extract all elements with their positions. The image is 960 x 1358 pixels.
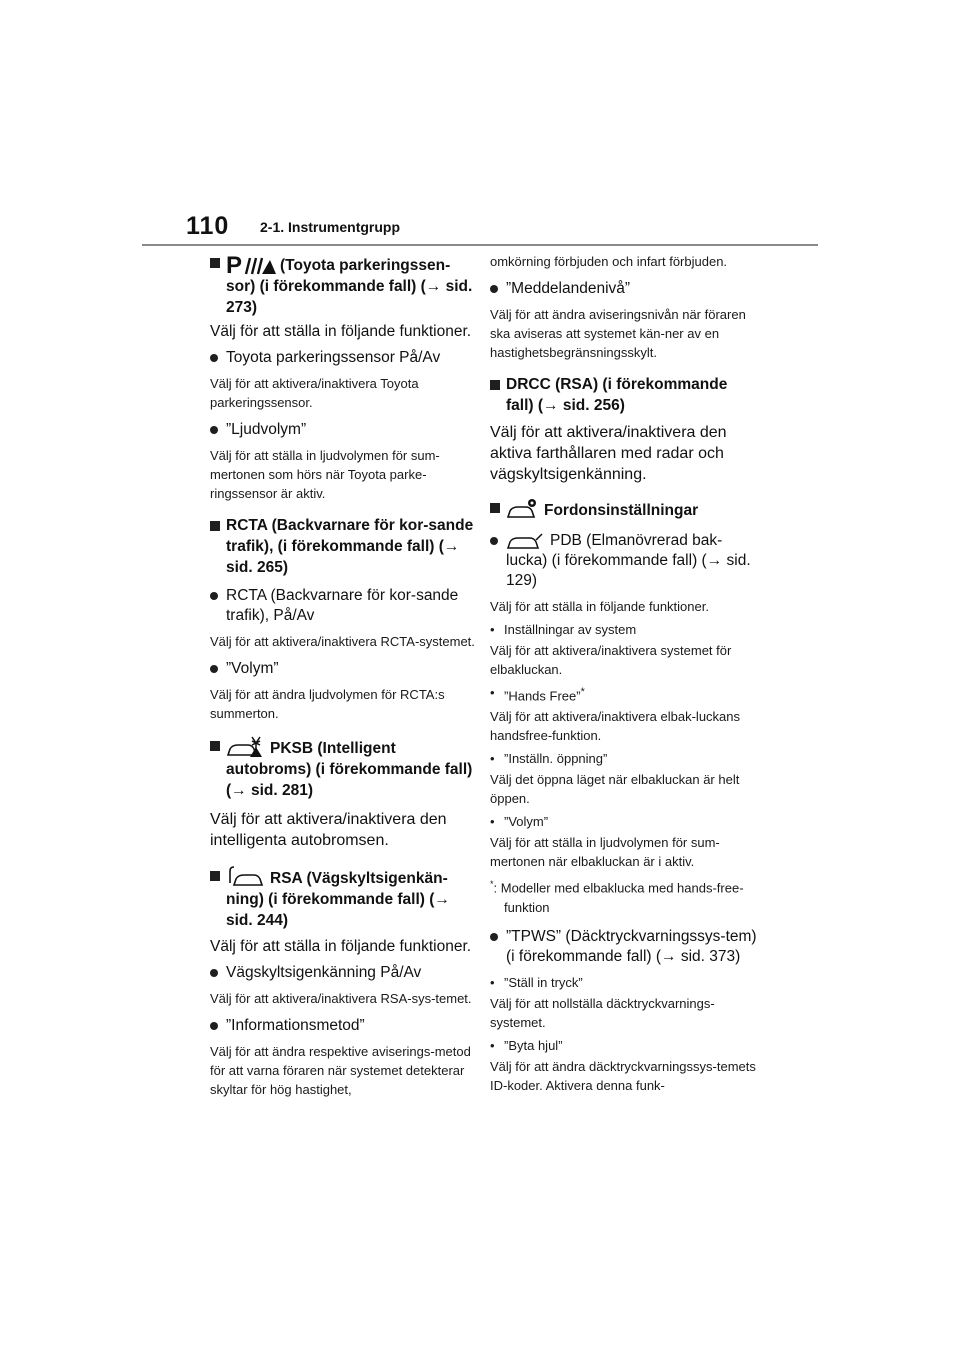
- bullet-rcta-volume: ”Volym”: [210, 659, 478, 679]
- bullet-icon: [210, 592, 218, 600]
- page-header: [0, 0, 960, 260]
- road-sign-assist-icon: [226, 865, 266, 889]
- bullet-icon: [210, 969, 218, 977]
- bullet-icon: [210, 354, 218, 362]
- section-heading-drcc: DRCC (RSA) (i förekommande fall) (→ sid. 256): [490, 374, 758, 416]
- rsa-onoff-desc: Välj för att aktivera/inaktivera RSA-sys-temet.: [210, 991, 472, 1006]
- square-bullet-icon: [210, 741, 220, 751]
- pdb-opening-setting: • ”Inställn. öppning”: [490, 751, 608, 767]
- bullet-message-level: ”Meddelandenivå”: [490, 279, 758, 299]
- bullet-parking-volume: ”Ljudvolym”: [210, 420, 478, 440]
- rsa-info-method-desc: Välj för att ändra respektive aviserings-metod för att varna föraren när systemet detekterar skyltar för hög hastighet,: [210, 1044, 471, 1097]
- tpws-change-wheel-desc: Välj för att ändra däcktryckvarningssys-temets ID-koder. Aktivera denna funk-: [490, 1058, 756, 1093]
- pksb-intro: Välj för att aktivera/inaktivera den intelligenta autobromsen.: [210, 811, 447, 849]
- section-heading-rcta: RCTA (Backvarnare för kor-sande trafik), (i förekommande fall) (→ sid. 265): [210, 515, 478, 578]
- rsa-intro: Välj för att ställa in följande funktioner.: [210, 938, 472, 955]
- pdb-opening-setting-desc: Välj det öppna läget när elbakluckan är helt öppen.: [490, 772, 740, 807]
- drcc-intro: Välj för att aktivera/inaktivera den aktiva farthållaren med radar och vägskyltsigenkänning.: [490, 424, 727, 483]
- bullet-parking-onoff: Toyota parkeringssensor På/Av: [210, 348, 478, 368]
- rcta-volume-desc: Välj för att ändra ljudvolymen för RCTA:s summerton.: [210, 687, 445, 721]
- parking-sensor-icon: [226, 252, 276, 276]
- section-heading-pksb: PKSB (Intelligent autobroms) (i förekommande fall) (→ sid. 281): [210, 735, 478, 801]
- bullet-rsa-info-method: ”Informationsmetod”: [210, 1016, 478, 1036]
- header-rule: [142, 244, 818, 246]
- pksb-brake-icon: [226, 735, 266, 759]
- bullet-pdb: PDB (Elmanövrerad bak-lucka) (i förekommande fall) (→ sid. 129): [490, 531, 758, 591]
- pdb-hands-free: • ”Hands Free”*: [490, 685, 585, 704]
- bullet-rsa-onoff: Vägskyltsigenkänning På/Av: [210, 963, 478, 983]
- bullet-icon: [210, 1022, 218, 1030]
- square-bullet-icon: [210, 871, 220, 881]
- square-bullet-icon: [490, 503, 500, 513]
- svg-text:P: P: [226, 252, 243, 276]
- section-heading-rsa: RSA (Vägskyltsigenkän-ning) (i förekommande fall) (→ sid. 244): [210, 865, 478, 931]
- pdb-volume: • ”Volym”: [490, 814, 549, 830]
- pdb-system-settings: • Inställningar av system: [490, 622, 637, 637]
- bullet-icon: [210, 426, 218, 434]
- right-column: [490, 252, 758, 1095]
- bullet-rcta-onoff: RCTA (Backvarnare för kor-sande trafik), På/Av: [210, 586, 478, 626]
- pdb-volume-desc: Välj för att ställa in ljudvolymen för sum-mertonen när elbakluckan är i aktiv.: [490, 835, 720, 870]
- bullet-icon: [490, 933, 498, 941]
- square-bullet-icon: [490, 380, 500, 390]
- footnote: *: Modeller med elbaklucka med hands-free-funktion: [490, 879, 744, 915]
- parking-intro: Välj för att ställa in följande funktioner.: [210, 323, 472, 340]
- square-bullet-icon: [210, 521, 220, 531]
- rsa-info-method-desc-cont: omkörning förbjuden och infart förbjuden.: [490, 254, 728, 269]
- page-number: 110: [186, 212, 230, 240]
- pdb-system-settings-desc: Välj för att aktivera/inaktivera systemet för elbakluckan.: [490, 643, 732, 677]
- section-heading-vehicle-settings: Fordonsinställningar: [490, 497, 758, 521]
- footnote-marker: *: [580, 686, 585, 698]
- left-column: [210, 252, 478, 1099]
- bullet-icon: [490, 285, 498, 293]
- chapter-title: 2-1. Instrumentgrupp: [260, 219, 401, 235]
- tpws-set-pressure-desc: Välj för att nollställa däcktryckvarnings-systemet.: [490, 995, 715, 1030]
- vehicle-settings-icon: [506, 497, 540, 521]
- square-bullet-icon: [210, 258, 220, 268]
- tpws-change-wheel: • ”Byta hjul”: [490, 1037, 563, 1053]
- bullet-tpws: ”TPWS” (Däcktryckvarningssys-tem) (i förekommande fall) (→ sid. 373): [490, 927, 758, 967]
- message-level-desc: Välj för att ändra aviseringsnivån när föraren ska aviseras att systemet kän-ner av en hastighetsbegränsningsskylt.: [490, 307, 746, 360]
- section-heading-parking: P (Toyota parkeringssen-sor) (i förekommande fall) (→ sid. 273): [210, 252, 478, 318]
- rcta-onoff-desc: Välj för att aktivera/inaktivera RCTA-systemet.: [210, 634, 475, 649]
- bullet-icon: [490, 537, 498, 545]
- tpws-set-pressure: • ”Ställ in tryck”: [490, 974, 583, 990]
- pdb-intro: Välj för att ställa in följande funktioner.: [490, 599, 709, 614]
- parking-onoff-desc: Välj för att aktivera/inaktivera Toyota parkeringssensor.: [210, 376, 419, 410]
- power-back-door-icon: [506, 532, 546, 550]
- parking-volume-desc: Välj för att ställa in ljudvolymen för sum-mertonen som hörs när Toyota parke-ringssensor är aktiv.: [210, 448, 440, 501]
- pdb-hands-free-desc: Välj för att aktivera/inaktivera elbak-luckans handsfree-funktion.: [490, 709, 741, 744]
- bullet-icon: [210, 665, 218, 673]
